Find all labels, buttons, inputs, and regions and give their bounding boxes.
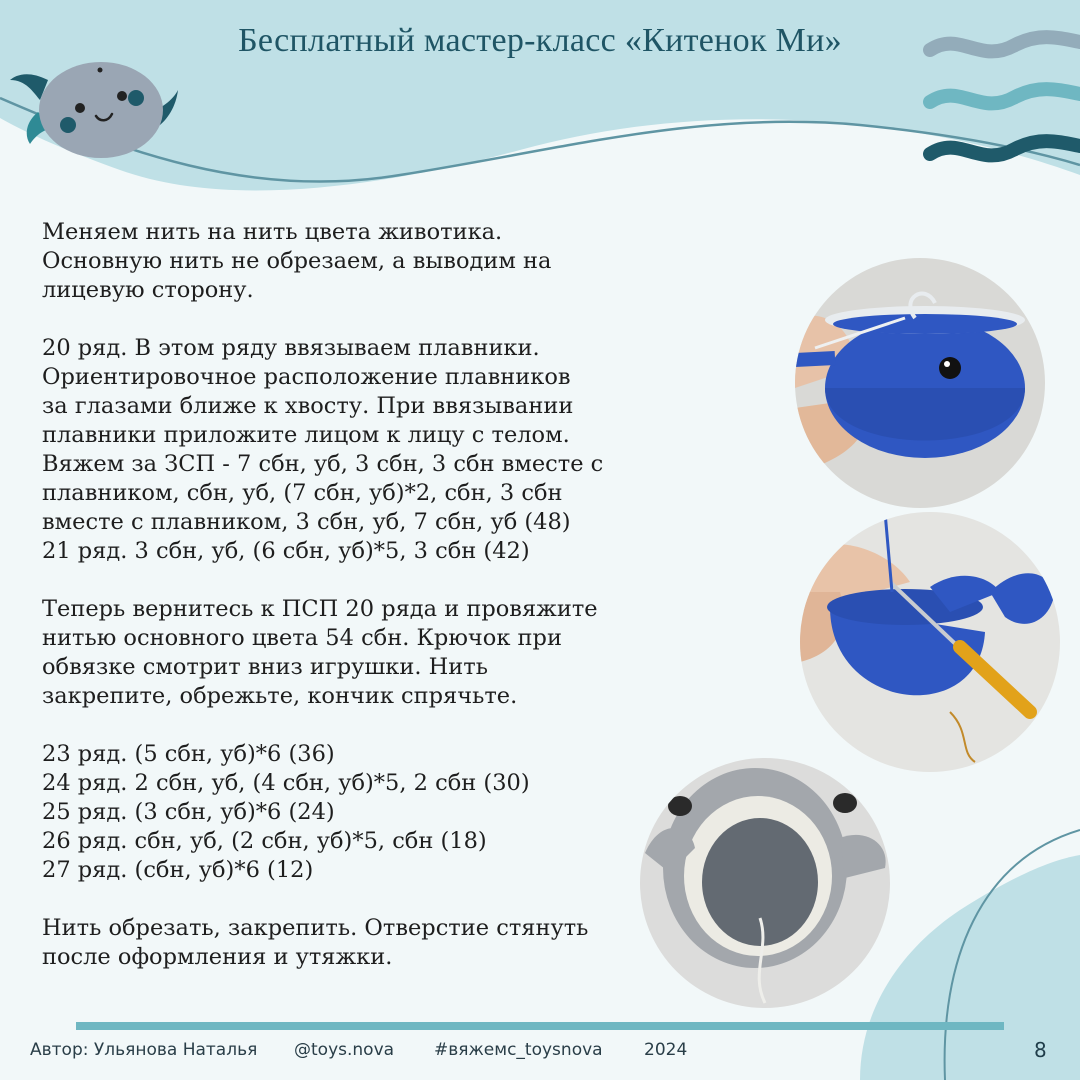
text-line: 20 ряд. В этом ряду ввязываем плавники. [42,335,540,361]
text-line: 26 ряд. сбн, уб, (2 сбн, уб)*5, сбн (18) [42,828,487,854]
text-line: лицевую сторону. [42,277,254,303]
text-line: нитью основного цвета 54 сбн. Крючок при [42,625,562,651]
author-credit: Автор: Ульянова Наталья [30,1040,258,1060]
text-line: вместе с плавником, 3 сбн, уб, 7 сбн, уб (48) [42,509,571,535]
text-line: Ориентировочное расположение плавников [42,364,571,390]
text-line: 25 ряд. (3 сбн, уб)*6 (24) [42,799,335,825]
text-line: Нить обрезать, закрепить. Отверстие стянуть [42,915,589,941]
text-line: плавником, сбн, уб, (7 сбн, уб)*2, сбн, 3 сбн [42,480,563,506]
text-line: 24 ряд. 2 сбн, уб, (4 сбн, уб)*5, 2 сбн (30) [42,770,530,796]
text-line: обвязке смотрит вниз игрушки. Нить [42,654,488,680]
year: 2024 [644,1040,688,1060]
text-line: Теперь вернитесь к ПСП 20 ряда и провяжите [42,596,598,622]
photo-crochet-body-belly-thread [795,258,1045,508]
page-title: Бесплатный мастер-класс «Китенок Ми» [238,22,842,59]
photo-gray-head-opening [640,758,890,1008]
instructions-text [42,218,682,972]
text-line: Вяжем за ЗСП - 7 сбн, уб, 3 сбн, 3 сбн вместе с [42,451,604,477]
text-line: после оформления и утяжки. [42,944,393,970]
text-line: плавники приложите лицом к лицу с телом. [42,422,570,448]
text-line: 27 ряд. (сбн, уб)*6 (12) [42,857,314,883]
footer-divider [76,1022,1004,1030]
photo-crochet-with-hook [800,512,1060,772]
social-handle: @toys.nova [294,1040,395,1060]
hashtag: #вяжемс_toysnova [434,1040,603,1060]
text-line: закрепите, обрежьте, кончик спрячьте. [42,683,518,709]
page-number: 8 [1034,1038,1047,1062]
text-line: 21 ряд. 3 сбн, уб, (6 сбн, уб)*5, 3 сбн (42) [42,538,530,564]
text-line: Меняем нить на нить цвета животика. [42,219,503,245]
text-line: за глазами ближе к хвосту. При ввязывании [42,393,574,419]
text-line: Основную нить не обрезаем, а выводим на [42,248,552,274]
text-line: 23 ряд. (5 сбн, уб)*6 (36) [42,741,335,767]
